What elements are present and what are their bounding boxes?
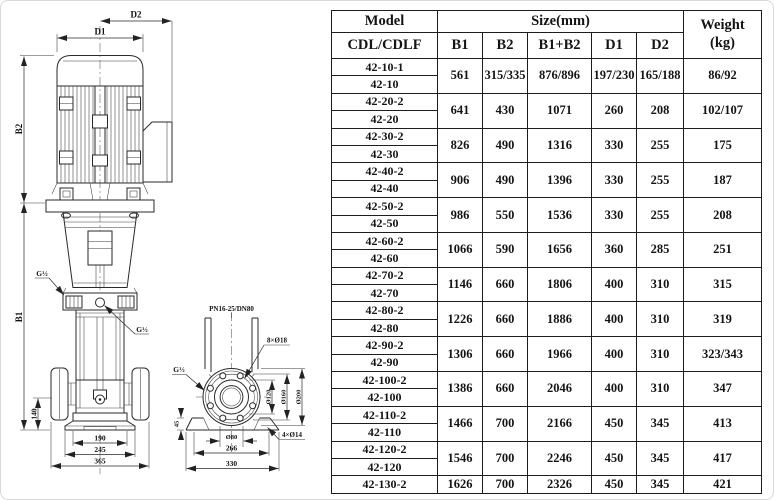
table-row (332, 337, 762, 354)
header-model-sub: CDL/CDLF (332, 33, 438, 59)
dim-label-266: 266 (225, 443, 238, 453)
d2-cell: 345 (637, 476, 684, 494)
d2-cell: 310 (637, 337, 684, 372)
b1-cell: 986 (438, 198, 483, 233)
model-cell: 42-80 (332, 319, 438, 336)
dim-label-190: 190 (94, 433, 106, 443)
header-model: Model (332, 11, 438, 33)
table-row (332, 302, 762, 319)
dim-label-d1: D1 (94, 26, 106, 37)
d2-cell: 255 (637, 128, 684, 163)
model-cell: 42-70 (332, 285, 438, 302)
model-cell: 42-90-2 (332, 337, 438, 354)
table-row (332, 372, 762, 389)
d2-cell: 255 (637, 163, 684, 198)
model-cell: 42-40 (332, 180, 438, 197)
model-cell: 42-50-2 (332, 198, 438, 215)
mounting-plate (46, 200, 154, 212)
model-cell: 42-10-1 (332, 59, 438, 76)
b1-cell: 1626 (438, 476, 483, 494)
d2-cell: 310 (637, 372, 684, 407)
b2-cell: 430 (483, 93, 528, 128)
d1-cell: 400 (592, 267, 637, 302)
b1b2-cell: 1886 (528, 302, 592, 337)
weight-cell: 86/92 (684, 59, 762, 94)
model-cell: 42-20 (332, 111, 438, 128)
b2-cell: 660 (483, 337, 528, 372)
dim-label-245: 245 (94, 445, 106, 454)
b1-cell: 1146 (438, 267, 483, 302)
flange-spec-label: PN16-25/DN80 (209, 305, 254, 313)
b2-cell: 660 (483, 372, 528, 407)
weight-cell: 319 (684, 302, 762, 337)
table-row (332, 93, 762, 110)
b1-cell: 1386 (438, 372, 483, 407)
b1b2-cell: 1396 (528, 163, 592, 198)
pump-base (73, 413, 127, 421)
b2-cell: 590 (483, 232, 528, 267)
plug-callout-g-half-1: G½ (36, 269, 48, 278)
b1b2-cell: 876/896 (528, 59, 592, 94)
weight-cell: 347 (684, 372, 762, 407)
model-cell: 42-20-2 (332, 93, 438, 110)
b1b2-cell: 1316 (528, 128, 592, 163)
model-cell: 42-10 (332, 76, 438, 93)
weight-cell: 315 (684, 267, 762, 302)
weight-cell: 417 (684, 441, 762, 476)
d2-cell: 345 (637, 406, 684, 441)
weight-cell: 251 (684, 232, 762, 267)
b1b2-cell: 1071 (528, 93, 592, 128)
b2-cell: 700 (483, 406, 528, 441)
b2-cell: 700 (483, 476, 528, 494)
b1b2-cell: 1966 (528, 337, 592, 372)
model-cell: 42-50 (332, 215, 438, 232)
spec-table (331, 10, 762, 494)
model-cell: 42-100-2 (332, 372, 438, 389)
weight-cell: 208 (684, 198, 762, 233)
b2-cell: 660 (483, 267, 528, 302)
b1-cell: 826 (438, 128, 483, 163)
b2-cell: 700 (483, 441, 528, 476)
b1-cell: 1306 (438, 337, 483, 372)
d1-cell: 260 (592, 93, 637, 128)
dim-label-365: 365 (94, 456, 106, 466)
header-d2: D2 (637, 33, 684, 59)
d2-cell: 208 (637, 93, 684, 128)
header-weight-unit: (kg) (710, 34, 735, 51)
plug-callout-g-half-3: G½ (173, 365, 185, 374)
b2-cell: 315/335 (483, 59, 528, 94)
terminal-box (143, 122, 172, 182)
model-cell: 42-120-2 (332, 441, 438, 458)
base-holes-callout: 4×Ø14 (282, 431, 302, 439)
header-weight (684, 11, 762, 59)
b1b2-cell: 2246 (528, 441, 592, 476)
b1b2-cell: 1536 (528, 198, 592, 233)
model-cell: 42-60 (332, 250, 438, 267)
b1-cell: 1226 (438, 302, 483, 337)
flange-circles (203, 369, 260, 426)
dim-label-bore80: Ø80 (225, 434, 238, 441)
bolt-holes-callout: 8×Ø18 (267, 336, 287, 345)
header-b2: B2 (483, 33, 528, 59)
dim-label-330: 330 (225, 459, 238, 468)
d2-cell: 165/188 (637, 59, 684, 94)
d1-cell: 450 (592, 406, 637, 441)
dim-label-b1: B1 (14, 311, 24, 323)
b1b2-cell: 1806 (528, 267, 592, 302)
header-d1: D1 (592, 33, 637, 59)
table-row (332, 232, 762, 249)
d2-cell: 285 (637, 232, 684, 267)
b1b2-cell: 2046 (528, 372, 592, 407)
d2-cell: 310 (637, 302, 684, 337)
d1-cell: 197/230 (592, 59, 637, 94)
d1-cell: 360 (592, 232, 637, 267)
b1-cell: 1466 (438, 406, 483, 441)
b2-cell: 490 (483, 163, 528, 198)
flange-view (172, 305, 305, 471)
model-cell: 42-30-2 (332, 128, 438, 145)
d1-cell: 330 (592, 163, 637, 198)
model-cell: 42-90 (332, 354, 438, 371)
coupling (88, 231, 112, 265)
model-cell: 42-80-2 (332, 302, 438, 319)
model-cell: 42-100 (332, 389, 438, 406)
table-row (332, 267, 762, 284)
table-row (332, 128, 762, 145)
spec-table-body (332, 59, 762, 494)
b1-cell: 1066 (438, 232, 483, 267)
d1-cell: 400 (592, 302, 637, 337)
table-row (332, 441, 762, 458)
b2-cell: 550 (483, 198, 528, 233)
d1-cell: 330 (592, 128, 637, 163)
model-cell: 42-30 (332, 145, 438, 162)
fill-port (96, 298, 105, 307)
b2-cell: 490 (483, 128, 528, 163)
d1-cell: 330 (592, 198, 637, 233)
dim-label-b2: B2 (14, 123, 24, 135)
spec-table-header (332, 11, 762, 59)
b2-cell: 660 (483, 302, 528, 337)
header-weight-label: Weight (700, 17, 745, 34)
dim-label-dia200: Ø200 (295, 389, 303, 405)
header-b1: B1 (438, 33, 483, 59)
b1-cell: 561 (438, 59, 483, 94)
dim-label-140: 140 (29, 408, 39, 420)
table-row (332, 476, 762, 494)
pump-technical-drawing (0, 0, 332, 500)
d2-cell: 255 (637, 198, 684, 233)
d1-cell: 450 (592, 476, 637, 494)
table-row (332, 406, 762, 423)
b1b2-cell: 2326 (528, 476, 592, 494)
table-row (332, 198, 762, 215)
weight-cell: 413 (684, 406, 762, 441)
plug-callout-g-half-2: G½ (136, 325, 148, 334)
model-cell: 42-60-2 (332, 232, 438, 249)
model-cell: 42-120 (332, 458, 438, 475)
main-view (14, 10, 172, 475)
dim-label-dia120: Ø120 (265, 389, 273, 405)
table-row (332, 59, 762, 76)
dim-label-45: 45 (173, 420, 181, 428)
b1-cell: 641 (438, 93, 483, 128)
weight-cell: 187 (684, 163, 762, 198)
model-cell: 42-110-2 (332, 406, 438, 423)
b1-cell: 1546 (438, 441, 483, 476)
b1-cell: 906 (438, 163, 483, 198)
d1-cell: 400 (592, 337, 637, 372)
model-cell: 42-130-2 (332, 476, 438, 494)
weight-cell: 175 (684, 128, 762, 163)
d1-cell: 450 (592, 441, 637, 476)
d1-cell: 400 (592, 372, 637, 407)
weight-cell: 323/343 (684, 337, 762, 372)
b1b2-cell: 2166 (528, 406, 592, 441)
d2-cell: 345 (637, 441, 684, 476)
model-cell: 42-110 (332, 424, 438, 441)
model-cell: 42-40-2 (332, 163, 438, 180)
dim-label-dia160: Ø160 (280, 389, 288, 405)
header-b1b2: B1+B2 (528, 33, 592, 59)
header-size-group: Size(mm) (438, 11, 684, 33)
weight-cell: 102/107 (684, 93, 762, 128)
dim-label-d2: D2 (130, 9, 142, 20)
weight-cell: 421 (684, 476, 762, 494)
model-cell: 42-70-2 (332, 267, 438, 284)
table-row (332, 163, 762, 180)
b1b2-cell: 1656 (528, 232, 592, 267)
d2-cell: 310 (637, 267, 684, 302)
